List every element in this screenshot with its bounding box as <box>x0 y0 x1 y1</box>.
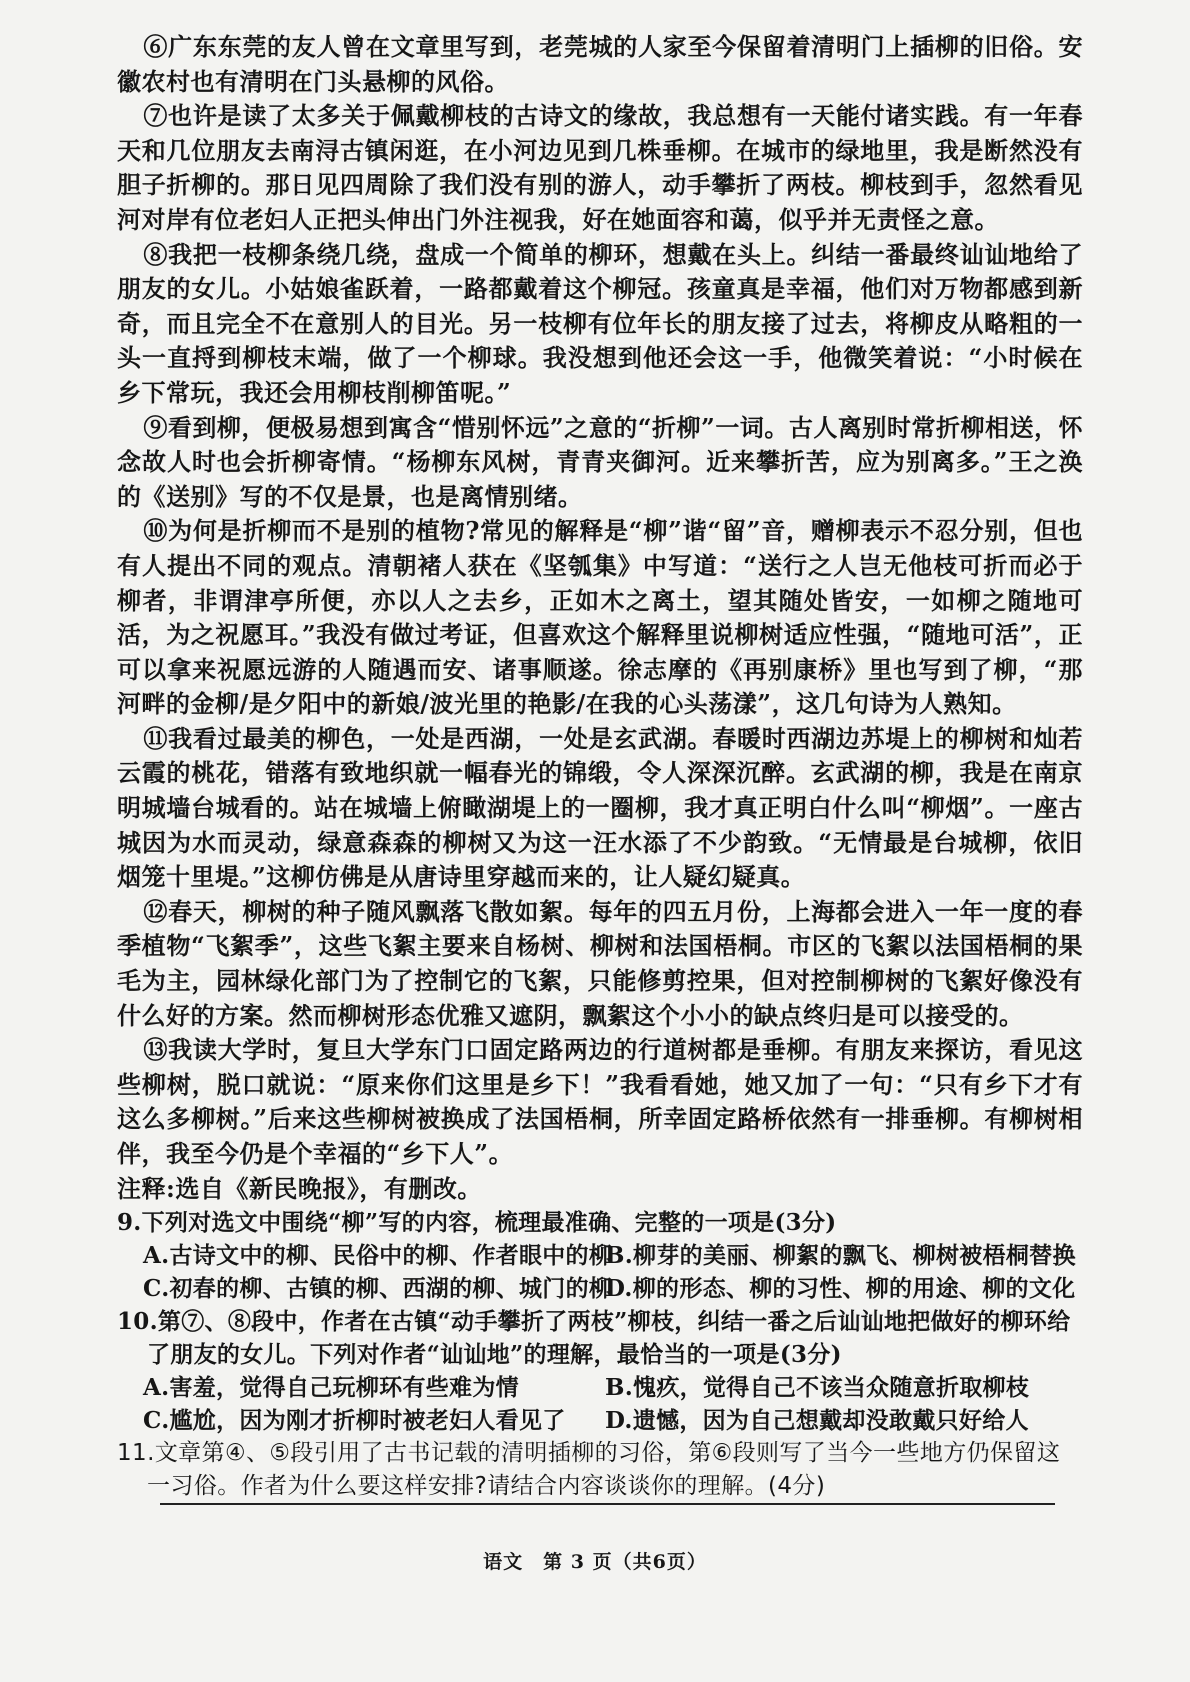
question-10-option-c: C.尴尬，因为刚才折柳时被老妇人看见了 <box>143 1407 566 1435</box>
question-9-options <box>117 1239 1083 1305</box>
question-11 <box>117 1437 1083 1503</box>
question-10 <box>117 1305 1083 1437</box>
paragraph-13: ⑬我读大学时，复旦大学东门口固定路两边的行道树都是垂柳。有朋友来探访，看见这些柳树，脱口就说：“原来你们这里是乡下！”我看看她，她又加了一句：“只有乡下才有这么多柳树。”后来这些柳树被换成了法国梧桐，所幸固定路桥依然有一排垂柳。有柳树相伴，我至今仍是个幸福的“乡下人”。 <box>117 1035 1083 1168</box>
question-10-options <box>117 1371 1083 1437</box>
question-10-option-a: A.害羞，觉得自己玩柳环有些难为情 <box>143 1374 519 1402</box>
paragraph-12: ⑫春天，柳树的种子随风飘落飞散如絮。每年的四五月份，上海都会进入一年一度的春季植物“飞絮季”，这些飞絮主要来自杨树、柳树和法国梧桐。市区的飞絮以法国梧桐的果毛为主，园林绿化部门为了控制它的飞絮，只能修剪控果，但对控制柳树的飞絮好像没有什么好的方案。然而柳树形态优雅又遮阴，飘絮这个小小的缺点终归是可以接受的。 <box>117 896 1083 1030</box>
paragraph-7: ⑦也许是读了太多关于佩戴柳枝的古诗文的缘故，我总想有一天能付诸实践。有一年春天和几位朋友去南浔古镇闲逛，在小河边见到几株垂柳。在城市的绿地里，我是断然没有胆子折柳的。那日见四周除了我们没有别的游人，动手攀折了两枝。柳枝到手，忽然看见河对岸有位老妇人正把头伸出门外注视我，好在她面容和蔼，似乎并无责怪之意。 <box>117 101 1083 234</box>
page-footer: 语文 第 3 页（共6页） <box>483 1551 707 1573</box>
question-11-stem: 11.文章第④、⑤段引用了古书记载的清明插柳的习俗，第⑥段则写了当今一些地方仍保留这一习俗。作者为什么要这样安排?请结合内容谈谈你的理解。(4分) <box>117 1440 1061 1500</box>
paragraph-10: ⑩为何是折柳而不是别的植物?常见的解释是“柳”谐“留”音，赠柳表示不忍分别，但也有人提出不同的观点。清朝褚人获在《坚瓠集》中写道：“送行之人岂无他枝可折而必于柳者，非谓津亭所便，亦以人之去乡，正如木之离土，望其随处皆安，一如柳之随地可活，为之祝愿耳。”我没有做过考证，但喜欢这个解释里说柳树适应性强，“随地可活”，正可以拿来祝愿远游的人随遇而安、诸事顺遂。徐志摩的《再别康桥》里也写到了柳，“那河畔的金柳/是夕阳中的新娘/波光里的艳影/在我的心头荡漾”，这几句诗为人熟知。 <box>117 516 1083 719</box>
question-9-stem: 9.下列对选文中围绕“柳”写的内容，梳理最准确、完整的一项是(3分) <box>117 1209 837 1237</box>
source-note: 注释:选自《新民晚报》，有删改。 <box>117 1173 482 1203</box>
question-9-option-c: C.初春的柳、古镇的柳、西湖的柳、城门的柳 <box>143 1275 613 1303</box>
question-9 <box>117 1206 1083 1305</box>
question-10-stem: 10.第⑦、⑧段中，作者在古镇“动手攀折了两枝”柳枝，纠结一番之后讪讪地把做好的柳环给了朋友的女儿。下列对作者“讪讪地”的理解，最恰当的一项是(3分) <box>117 1308 1071 1369</box>
question-10-option-b: B.愧疚，觉得自己不该当众随意折取柳枝 <box>605 1374 1030 1402</box>
paragraph-6: ⑥广东东莞的友人曾在文章里写到，老莞城的人家至今保留着清明门上插柳的旧俗。安徽农村也有清明在门头悬柳的风俗。 <box>117 32 1083 96</box>
paragraph-11: ⑪我看过最美的柳色，一处是西湖，一处是玄武湖。春暖时西湖边苏堤上的柳树和灿若云霞的桃花，错落有致地织就一幅春光的锦缎，令人深深沉醉。玄武湖的柳，我是在南京明城墙台城看的。站在城墙上俯瞰湖堤上的一圈柳，我才真正明白什么叫“柳烟”。一座古城因为水而灵动，绿意森森的柳树又为这一汪水添了不少韵致。“无情最是台城柳，依旧烟笼十里堤。”这柳仿佛是从唐诗里穿越而来的，让人疑幻疑真。 <box>117 723 1083 892</box>
paragraph-8: ⑧我把一枝柳条绕几绕，盘成一个简单的柳环，想戴在头上。纠结一番最终讪讪地给了朋友的女儿。小姑娘雀跃着，一路都戴着这个柳冠。孩童真是幸福，他们对万物都感到新奇，而且完全不在意别人的目光。另一枝柳有位年长的朋友接了过去，将柳皮从略粗的一头一直捋到柳枝末端，做了一个柳球。我没想到他还会这一手，他微笑着说：“小时候在乡下常玩，我还会用柳枝削柳笛呢。” <box>117 239 1083 407</box>
question-9-option-a: A.古诗文中的柳、民俗中的柳、作者眼中的柳 <box>143 1242 613 1270</box>
question-9-option-d: D.柳的形态、柳的习性、柳的用途、柳的文化 <box>605 1275 1076 1303</box>
question-10-option-d: D.遗憾，因为自己想戴却没敢戴只好给人 <box>605 1407 1029 1435</box>
answer-line <box>160 1503 1055 1505</box>
question-9-option-b: B.柳芽的美丽、柳絮的飘飞、柳树被梧桐替换 <box>605 1242 1076 1270</box>
paragraph-9: ⑨看到柳，便极易想到寓含“惜别怀远”之意的“折柳”一词。古人离别时常折柳相送，怀念故人时也会折柳寄情。“杨柳东风树，青青夹御河。近来攀折苦，应为别离多。”王之涣的《送别》写的不仅是景，也是离情别绪。 <box>117 412 1083 511</box>
reading-passage <box>117 30 1083 1503</box>
